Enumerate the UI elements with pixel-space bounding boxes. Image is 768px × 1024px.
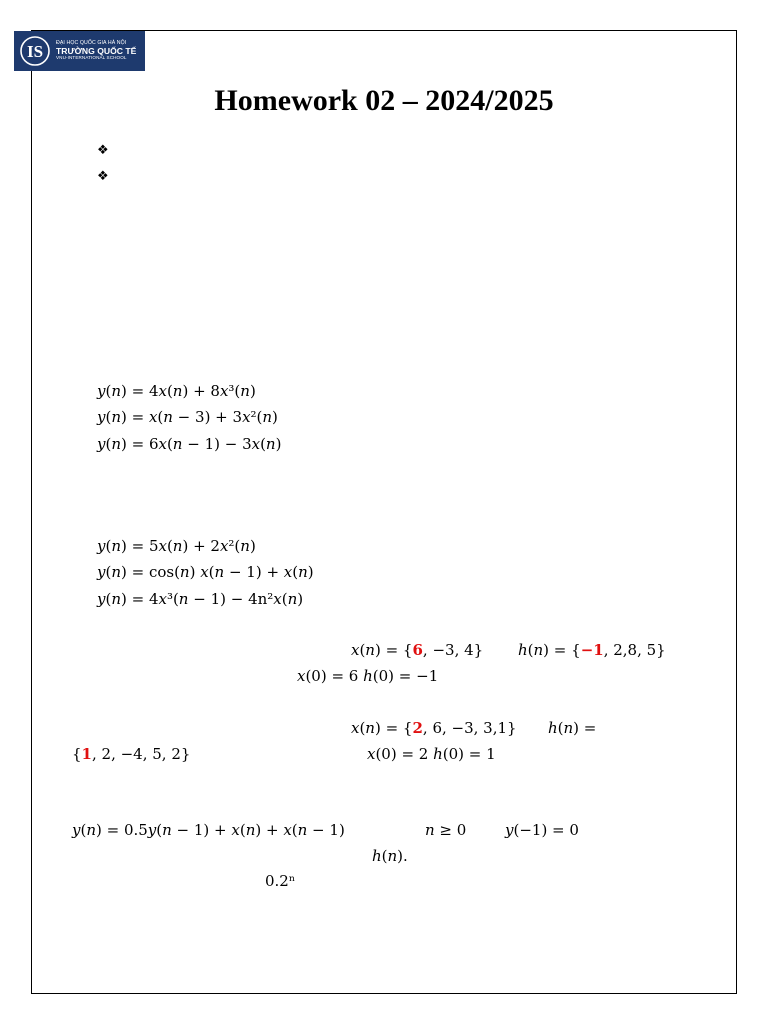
school-logo — [14, 31, 145, 71]
logo-line-2: TRƯỜNG QUỐC TẾ — [56, 45, 137, 56]
initial-values: 𝑥(0) = 2 ℎ(0) = 1 — [367, 745, 496, 763]
system-equation: 𝑦(𝑛) = cos(𝑛) 𝑥(𝑛 − 1) + 𝑥(𝑛) — [97, 563, 314, 581]
signal-h-label: ℎ(𝑛) = — [548, 719, 597, 737]
logo-line-3: VNU-INTERNATIONAL SCHOOL — [56, 54, 127, 60]
system-equation: 𝑦(𝑛) = 5𝑥(𝑛) + 2𝑥²(𝑛) — [97, 537, 256, 555]
system-equation: 𝑦(𝑛) = 4𝑥(𝑛) + 8𝑥³(𝑛) — [97, 382, 256, 400]
signal-x: 𝑥(𝑛) = {2, 6, −3, 3,1} — [351, 719, 517, 737]
signal-h: {1, 2, −4, 5, 2} — [72, 745, 191, 763]
initial-values: 𝑥(0) = 6 ℎ(0) = −1 — [297, 667, 439, 685]
initial-condition: 𝑦(−1) = 0 — [505, 821, 579, 839]
logo-mark-text: IS — [26, 42, 44, 61]
system-equation: 𝑦(𝑛) = 𝑥(𝑛 − 3) + 3𝑥²(𝑛) — [97, 408, 278, 426]
difference-condition: 𝑛 ≥ 0 — [425, 821, 467, 839]
bullet-icon: ❖ — [97, 143, 109, 158]
page-title: Homework 02 – 2024/2025 — [214, 84, 554, 117]
is-logo-icon — [18, 34, 52, 68]
difference-equation: 𝑦(𝑛) = 0.5𝑦(𝑛 − 1) + 𝑥(𝑛) + 𝑥(𝑛 − 1) — [72, 821, 345, 839]
system-equation: 𝑦(𝑛) = 4𝑥³(𝑛 − 1) − 4n²𝑥(𝑛) — [97, 590, 304, 608]
signal-h: ℎ(𝑛) = {−1, 2,8, 5} — [518, 641, 666, 659]
system-equation: 𝑦(𝑛) = 6𝑥(𝑛 − 1) − 3𝑥(𝑛) — [97, 435, 282, 453]
origin-marker: −1 — [580, 641, 604, 659]
impulse-response: ℎ(𝑛). — [372, 847, 408, 865]
logo-line-1: ĐẠI HỌC QUỐC GIA HÀ NỘI — [56, 40, 127, 47]
logo-text — [56, 41, 136, 60]
bullet-icon: ❖ — [97, 169, 109, 184]
origin-marker: 1 — [81, 745, 92, 763]
signal-x: 𝑥(𝑛) = {6, −3, 4} — [351, 641, 484, 659]
origin-marker: 6 — [412, 641, 423, 659]
input-signal: 0.2ⁿ — [265, 872, 296, 890]
origin-marker: 2 — [412, 719, 423, 737]
